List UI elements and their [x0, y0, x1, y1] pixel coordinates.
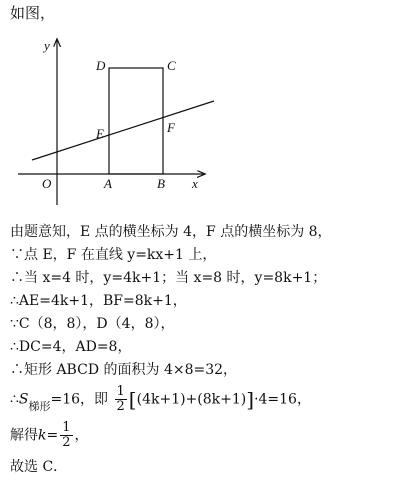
solution-line-8: $\therefore S_{梯形}=16$，即 $\frac{1}{2}$ [(4k+1)+(8k+1)]·4=16，: [10, 384, 311, 414]
solve-prefix: 解得: [10, 427, 38, 444]
trapezoid-equation-end: ·4=16，: [254, 391, 311, 408]
area-symbol: S: [18, 391, 29, 408]
solution-line-6: ∴DC=4，AD=8，: [10, 339, 132, 355]
fraction-half: $\frac{1}{2}$: [116, 384, 125, 414]
label-f: F: [167, 120, 175, 135]
solution-line-3: ∴当 x=4 时，y=4k+1；当 x=8 时，y=8k+1；: [10, 270, 327, 286]
solution-line-4: ∴AE=4k+1，BF=8k+1，: [10, 293, 187, 309]
k-symbol: k: [38, 427, 47, 444]
solution-line-1: 由题意知，E 点的横坐标为 4，F 点的横坐标为 8，: [10, 224, 332, 240]
label-y: y: [44, 38, 50, 53]
fraction-k-value: $\frac{1}{2}$: [62, 420, 71, 450]
therefore-symbol: ∴: [10, 391, 19, 408]
solve-suffix: ，: [74, 427, 89, 444]
label-origin: O: [42, 176, 52, 191]
label-e: E: [96, 126, 104, 141]
equals-sign: =: [46, 427, 59, 444]
label-d: D: [96, 58, 106, 73]
label-b: B: [157, 176, 165, 191]
area-value: =16，即: [50, 391, 109, 408]
rectangle-abcd: [109, 68, 163, 174]
solution-line-9: [10, 421, 89, 450]
answer-line: 故选 C．: [10, 459, 68, 475]
label-x: x: [192, 176, 198, 191]
label-c: C: [167, 58, 176, 73]
coordinate-figure: [0, 0, 403, 220]
solution-line-7: ∴矩形 ABCD 的面积为 4×8=32，: [10, 362, 238, 378]
heading: 如图，: [10, 4, 56, 22]
solution-line-2: ∵点 E，F 在直线 y=kx+1 上，: [10, 247, 217, 263]
trapezoid-expression: (4k+1)+(8k+1): [136, 391, 247, 408]
line-kx-plus-1: [32, 101, 214, 160]
label-a: A: [104, 176, 112, 191]
solution-line-5: ∵C（8，8），D（4，8），: [10, 316, 175, 332]
trapezoid-subscript: 梯形: [28, 399, 51, 413]
